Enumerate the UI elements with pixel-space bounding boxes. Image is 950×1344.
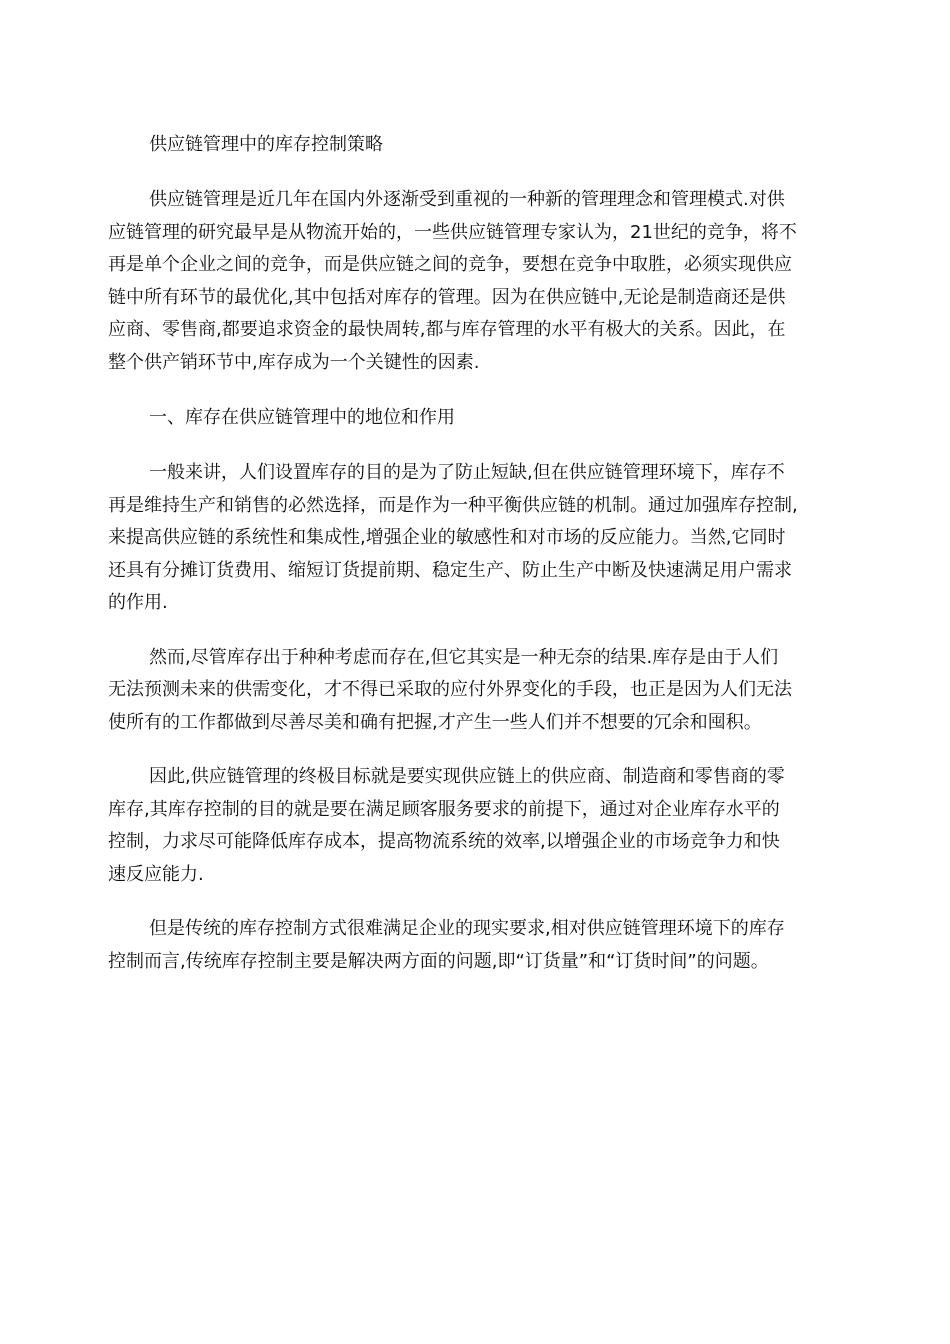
paragraph-line: 使所有的工作都做到尽善尽美和确有把握,才产生一些人们并不想要的冗余和囤积。 [108, 711, 762, 733]
paragraph-line: 但是传统的库存控制方式很难满足企业的现实要求,相对供应链管理环境下的库存 [149, 918, 785, 939]
paragraph-line: 库存,其库存控制的目的就是要在满足顾客服务要求的前提下，通过对企业库存水平的 [108, 798, 780, 820]
paragraph-line: 应商、零售商,都要追求资金的最快周转,都与库存管理的水平有极大的关系。因此，在 [108, 319, 786, 340]
paragraph-line: 再是维持生产和销售的必然选择，而是作为一种平衡供应链的机制。通过加强库存控制, [108, 494, 798, 516]
paragraph-line: 整个供产销环节中,库存成为一个关键性的因素. [108, 351, 480, 373]
paragraph-line: 供应链管理是近几年在国内外逐渐受到重视的一种新的管理理念和管理模式.对供 [149, 189, 785, 210]
paragraph-line: 然而,尽管库存出于种种考虑而存在,但它其实是一种无奈的结果.库存是由于人们 [149, 646, 779, 668]
document-page [108, 128, 840, 1000]
paragraph-line: 速反应能力. [108, 863, 204, 885]
document-title: 供应链管理中的库存控制策略 [149, 134, 383, 155]
section-heading: 一、库存在供应链管理中的地位和作用 [149, 407, 455, 428]
paragraph-line: 应链管理的研究最早是从物流开始的，一些供应链管理专家认为，21世纪的竞争，将不 [108, 221, 797, 243]
paragraph-line: 无法预测未来的供需变化，才不得已采取的应付外界变化的手段，也正是因为人们无法 [108, 679, 792, 700]
paragraph-line: 控制而言,传统库存控制主要是解决两方面的问题,即“订货量”和“订货时间”的问题。 [108, 950, 769, 972]
paragraph-line: 来提高供应链的系统性和集成性,增强企业的敏感性和对市场的反应能力。当然,它同时 [108, 527, 786, 548]
paragraph-line: 因此,供应链管理的终极目标就是要实现供应链上的供应商、制造商和零售商的零 [149, 766, 785, 787]
paragraph-line: 的作用. [108, 592, 168, 613]
paragraph-line: 一般来讲，人们设置库存的目的是为了防止短缺,但在供应链管理环境下，库存不 [149, 462, 785, 483]
paragraph-line: 还具有分摊订货费用、缩短订货提前期、稳定生产、防止生产中断及快速满足用户需求 [108, 559, 792, 581]
intro-paragraph [108, 184, 840, 379]
paragraph-line: 链中所有环节的最优化,其中包括对库存的管理。因为在供应链中,无论是制造商还是供 [108, 286, 786, 308]
paragraph-line: 再是单个企业之间的竞争，而是供应链之间的竞争，要想在竞争中取胜，必须实现供应 [108, 254, 792, 275]
section-paragraph-4 [108, 913, 840, 978]
section-paragraph-3 [108, 761, 840, 891]
section-paragraph-1 [108, 457, 840, 620]
paragraph-line: 控制，力求尽可能降低库存成本，提高物流系统的效率,以增强企业的市场竞争力和快 [108, 831, 780, 852]
section-paragraph-2 [108, 642, 840, 740]
